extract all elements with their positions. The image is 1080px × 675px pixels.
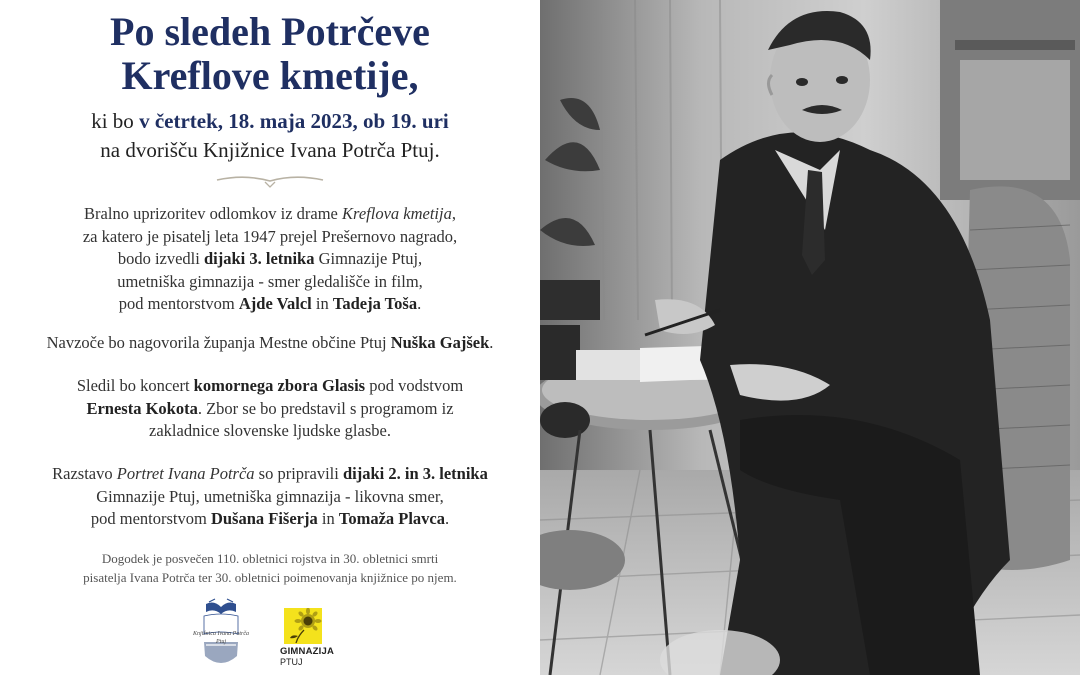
p4-mentor1: Dušana Fišerja — [210, 509, 318, 528]
ornament-divider — [215, 170, 325, 190]
paragraph-reading-performance — [0, 203, 540, 316]
event-title — [0, 10, 540, 98]
paragraph-concert — [0, 375, 540, 443]
p3-choir: komornega zbora Glasis — [193, 376, 366, 395]
date-time: , 18. maja 2023, ob 19. uri — [217, 109, 449, 133]
gimnazija-city-label: PTUJ — [280, 657, 303, 667]
dedication-note — [0, 549, 540, 587]
library-caption — [182, 630, 260, 646]
p3-line3: zakladnice slovenske ljudske glasbe. — [149, 421, 391, 440]
writer-portrait-image — [540, 0, 1080, 675]
p1-text: bodo izvedli — [117, 249, 204, 268]
p1-line4: umetniška gimnazija - smer gledališče in film, — [117, 271, 423, 291]
event-date-line — [0, 107, 540, 136]
p1-line2: za katero je pisatelj leta 1947 prejel Prešernovo nagrado, — [82, 226, 458, 246]
p2-text: Navzoče bo nagovorila županja Mestne občine Ptuj — [46, 333, 391, 352]
p1-line5 — [0, 293, 540, 316]
p1-drama-title: Kreflova kmetija — [342, 204, 452, 223]
p4-students: dijaki 2. in 3. letnika — [342, 464, 488, 483]
gimnazija-logo — [280, 608, 342, 670]
p4-line2: Gimnazije Ptuj, umetniška gimnazija - likovna smer, — [96, 486, 444, 506]
p4-mentor2: Tomaža Plavca — [338, 509, 445, 528]
event-location-line: na dvorišču Knjižnice Ivana Potrča Ptuj. — [100, 138, 440, 162]
p2-line1 — [0, 332, 540, 355]
p2-mayor: Nuška Gajšek — [390, 333, 490, 352]
library-caption-line1: Knjižnica Ivana Potrča — [193, 631, 249, 637]
p1-comma: , — [451, 204, 456, 223]
p4-text: . — [445, 509, 450, 528]
p3-line2 — [0, 398, 540, 421]
date-prefix: ki bo — [91, 109, 140, 133]
p1-mentor1: Ajde Valcl — [238, 294, 312, 313]
p1-text: Bralno uprizoritev odlomkov iz drame — [84, 204, 343, 223]
paragraph-exhibition — [0, 463, 540, 531]
p1-text: . — [417, 294, 422, 313]
p1-line1 — [0, 203, 540, 226]
p1-text: in — [311, 294, 333, 313]
p1-text: pod mentorstvom — [118, 294, 239, 313]
p4-exhibition-title: Portret Ivana Potrča — [116, 464, 255, 483]
p4-line1 — [0, 463, 540, 486]
sunflower-icon — [284, 608, 322, 644]
p4-text: in — [317, 509, 339, 528]
p3-line1 — [0, 375, 540, 398]
p4-text: so pripravili — [254, 464, 343, 483]
p3-text: . Zbor se bo predstavil s programom iz — [197, 398, 454, 418]
event-title-line1: Po sledeh Potrčeve — [110, 9, 430, 54]
p3-conductor: Ernesta Kokota — [86, 398, 198, 418]
gimnazija-label: GIMNAZIJA — [280, 646, 335, 657]
event-title-line2: Kreflove kmetije, — [121, 53, 419, 98]
paragraph-mayor-address — [0, 332, 540, 355]
library-logo — [182, 598, 260, 668]
p4-line3 — [0, 508, 540, 531]
p1-text: Gimnazije Ptuj, — [314, 249, 423, 268]
p4-text: Razstavo — [52, 464, 117, 483]
date-weekday: v četrtek — [139, 109, 218, 133]
library-caption-line2: Ptuj — [216, 639, 226, 645]
p1-students: dijaki 3. letnika — [203, 249, 315, 268]
dedication-line2: pisatelja Ivana Potrča ter 30. obletnici poimenovanja knjižnice po njem. — [83, 570, 457, 585]
dedication-line1: Dogodek je posvečen 110. obletnici rojstva in 30. obletnici smrti — [101, 551, 439, 566]
p3-text: pod vodstvom — [365, 376, 464, 395]
p1-mentor2: Tadeja Toša — [332, 294, 418, 313]
p3-text: Sledil bo koncert — [76, 376, 194, 395]
p1-line3 — [0, 248, 540, 271]
p2-text: . — [489, 333, 494, 352]
p4-text: pod mentorstvom — [90, 509, 211, 528]
event-date-location — [0, 107, 540, 165]
portrait-photo — [540, 0, 1080, 675]
